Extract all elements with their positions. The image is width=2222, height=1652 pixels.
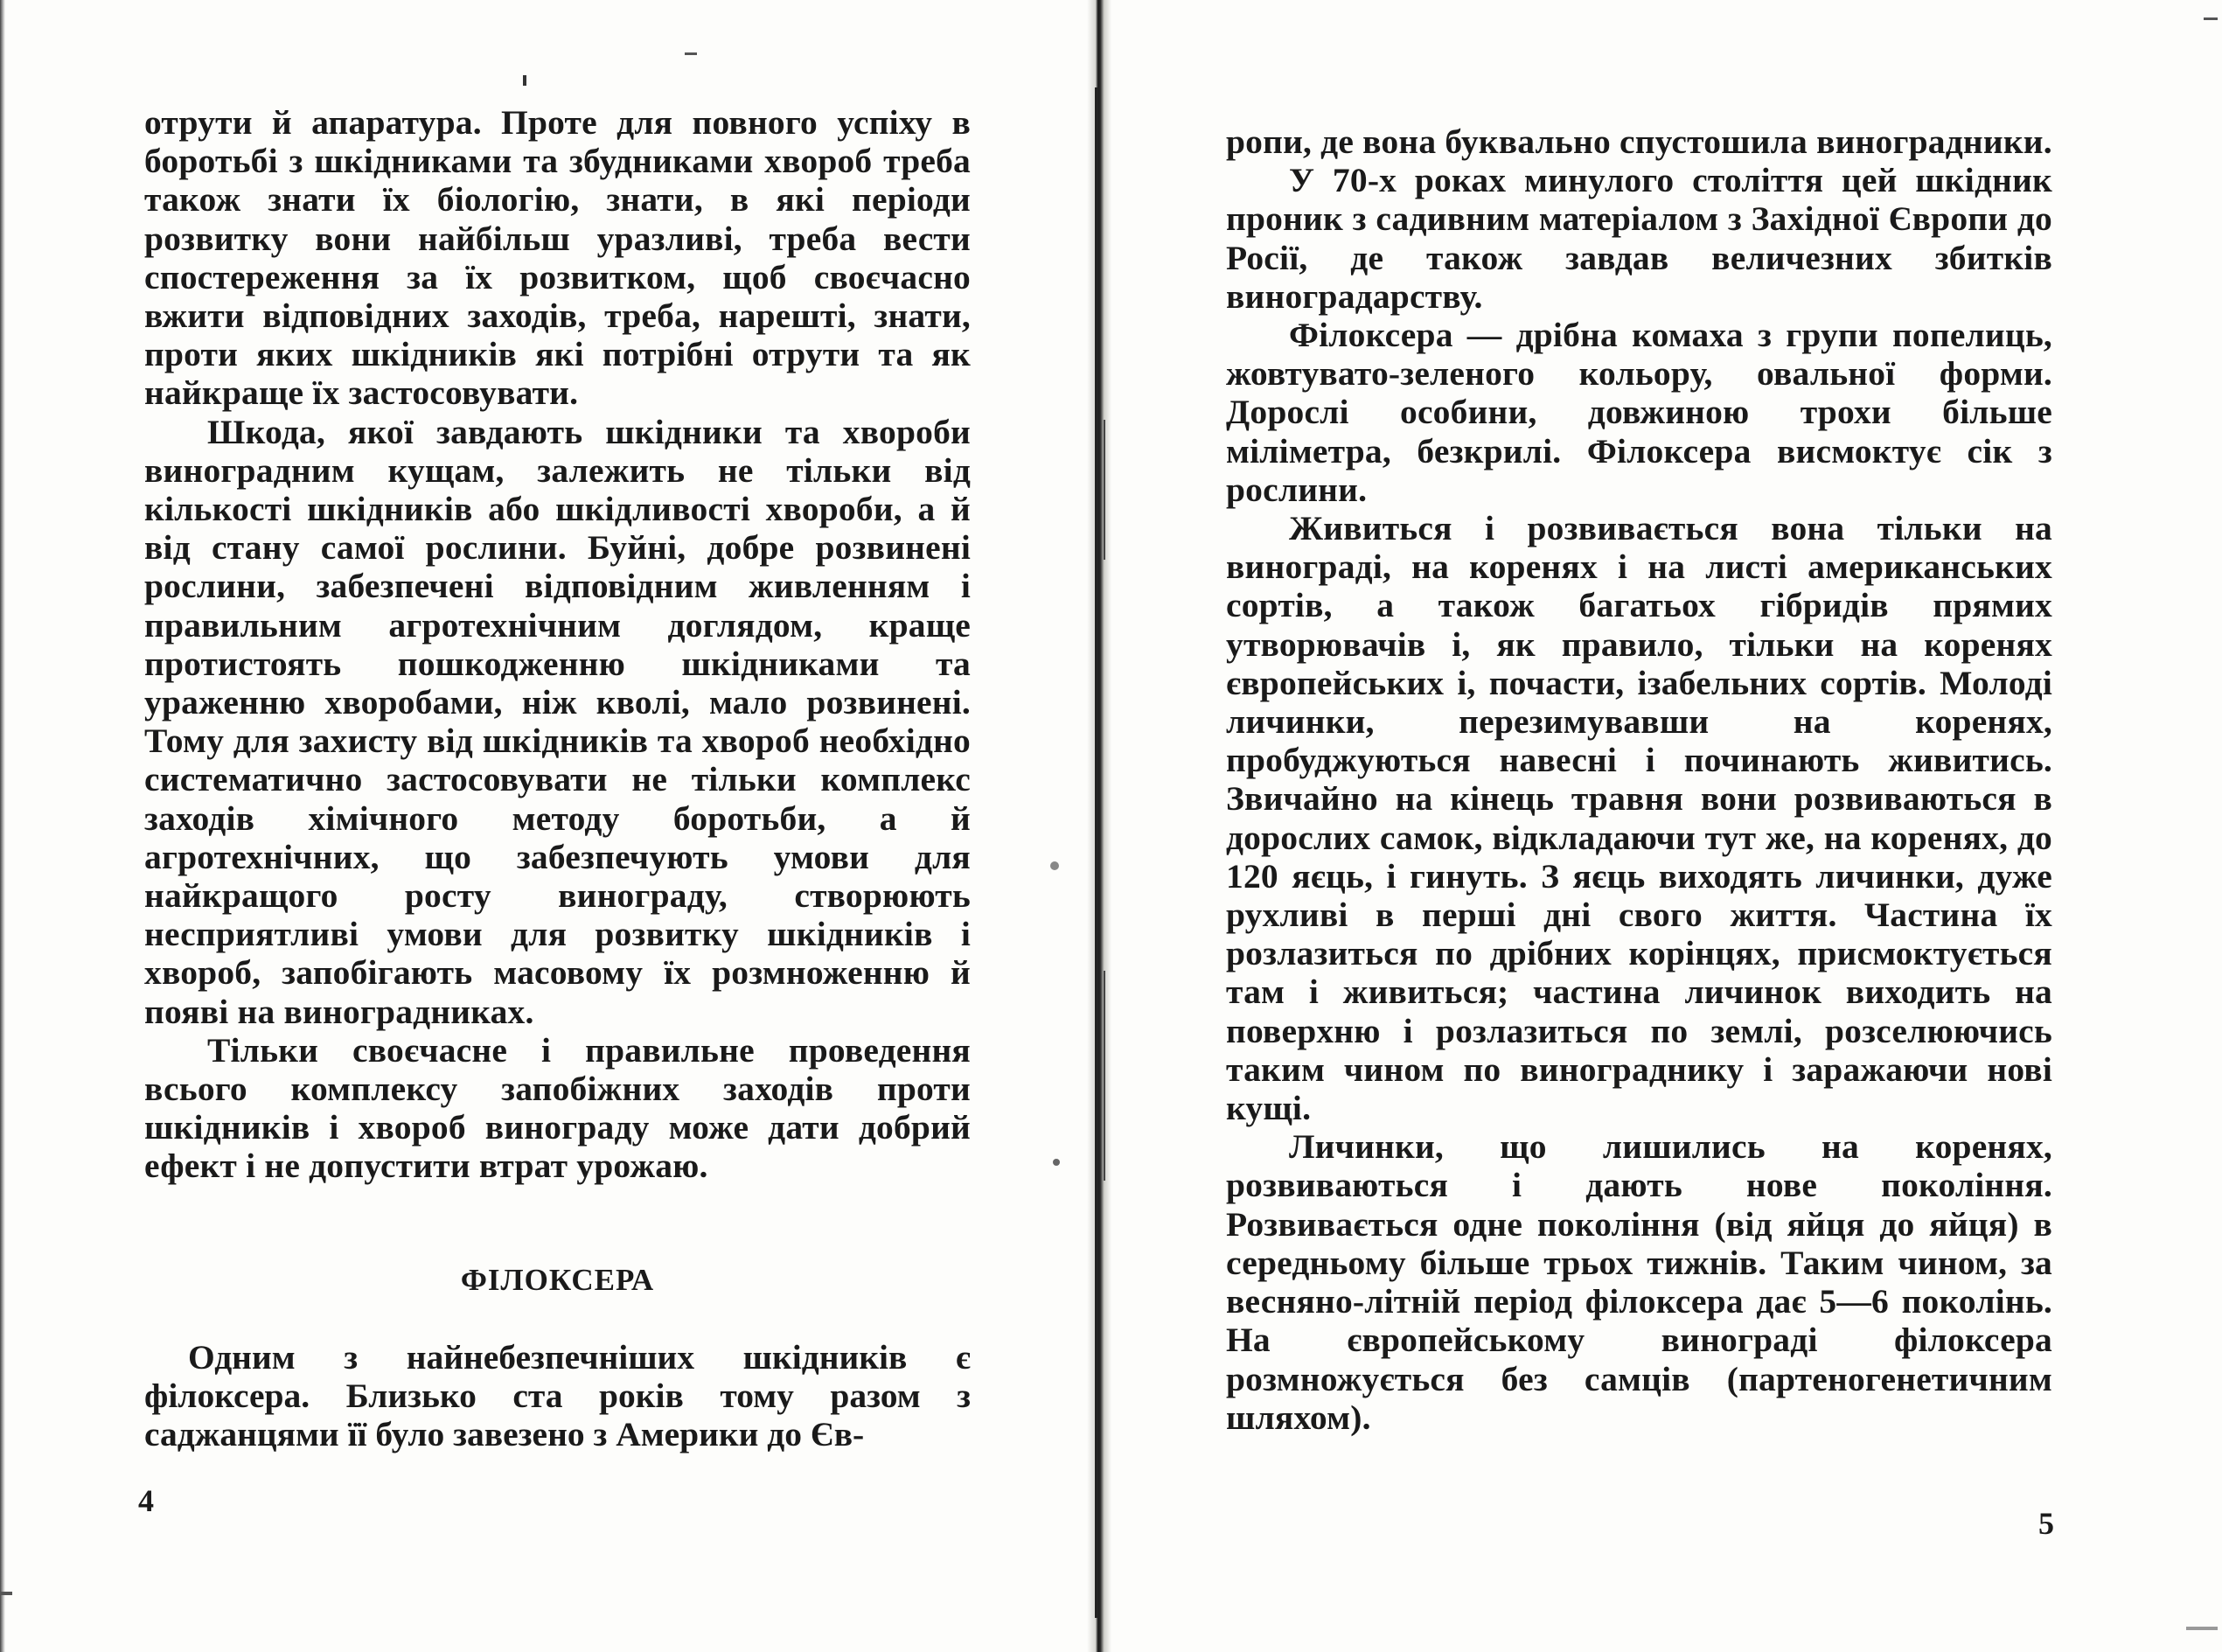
section-heading: ФІЛОКСЕРА: [460, 1263, 655, 1297]
speck: [1050, 861, 1059, 870]
page-number-right: 5: [2038, 1506, 2054, 1541]
speck: [1053, 1159, 1060, 1166]
right-paragraph-4: Живиться і розвивається вона тільки на винограді, на коренях і на листі американських сортів, а також багатьох гібридів прямих утворювачів і, як правило, тільки на коренях європейських і, почасти, ізабельних сортів. Молоді личинки, перезимувавши на коренях, пробуджуються навесні і починають живитись. Звичайно на кінець травня вони розвиваються в дорослих самок, відкладаючи тут же, на коренях, до 120 яєць, і гинуть. З яєць виходять личинки, дуже рухливі в перші дні свого життя. Частина їх розлазиться по дрібних корінцях, присмоктується там і живиться; частина личинок виходить на поверхню і розлазиться по землі, розселюючись таким чином по винограднику і заражаючи нові кущі.: [1226, 509, 2052, 1128]
section-paragraph: Одним з найнебезпечніших шкідників є філоксера. Близько ста років тому разом з саджанцями її було завезено з Америки до Єв-: [144, 1338, 971, 1454]
right-paragraph-3: Філоксера — дрібна комаха з групи попелиць, жовтувато-зеленого кольору, овальної форми. Дорослі особини, довжиною трохи більше міліметра, безкрилі. Філоксера висмоктує сік з рослини.: [1226, 316, 2052, 509]
right-paragraph-1: ропи, де вона буквально спустошила виноградники.: [1226, 122, 2052, 161]
gutter-line: [1104, 420, 1105, 560]
left-paragraph-1: отрути й апаратура. Проте для повного успіху в боротьбі з шкідниками та збудниками хвороб треба також знати їх біологію, знати, в які періоди розвитку вони найбільш уразливі, треба вести спостереження за їх розвитком, щоб своєчасно вжити відповідних заходів, треба, нарешті, знати, проти яких шкідників які потрібні отрути та як найкраще їх застосовувати.: [144, 103, 971, 413]
speck: [2186, 1627, 2218, 1630]
left-paragraph-2: Шкода, якої завдають шкідники та хвороби виноградним кущам, залежить не тільки від кількості шкідників або шкідливості хвороби, а й від стану самої рослини. Буйні, добре розвинені рослини, забезпечені відповідним живленням і правильним агротехнічним доглядом, краще протистоять пошкодженню шкідниками та ураженню хворобами, ніж кволі, мало розвинені. Тому для захисту від шкідників та хвороб необхідно систематично застосовувати не тільки комплекс заходів хімічного методу боротьби, а й агротехнічних, що забезпечують умови для найкращого росту винограду, створюють несприятливі умови для розвитку шкідників і хвороб, запобігають масовому їх розмноженню й появі на виноградниках.: [144, 412, 971, 1031]
speck: [0, 1592, 12, 1595]
speck: [685, 52, 697, 55]
right-paragraph-2: У 70-х роках минулого століття цей шкідник проник з садивним матеріалом з Західної Європи до Росії, де також завдав величезних збитків виноградарству.: [1226, 161, 2052, 316]
gutter-line: [1095, 87, 1097, 1618]
right-paragraph-5: Личинки, що лишились на коренях, розвиваються і дають нове покоління. Розвивається одне покоління (від яйця до яйця) в середньому більше трьох тижнів. Таким чином, за весняно-літній період філоксера дає 5—6 поколінь. На європейському винограді філоксера розмножується без самців (партеногенетичним шляхом).: [1226, 1127, 2052, 1437]
speck: [523, 75, 526, 86]
page-number-left: 4: [138, 1483, 154, 1518]
gutter-line: [1104, 971, 1105, 1181]
speck: [2204, 17, 2218, 20]
left-paragraph-3: Тільки своєчасне і правильне проведення всього комплексу запобіжних заходів проти шкідників і хвороб винограду може дати добрий ефект і не допустити втрат урожаю.: [144, 1030, 971, 1186]
